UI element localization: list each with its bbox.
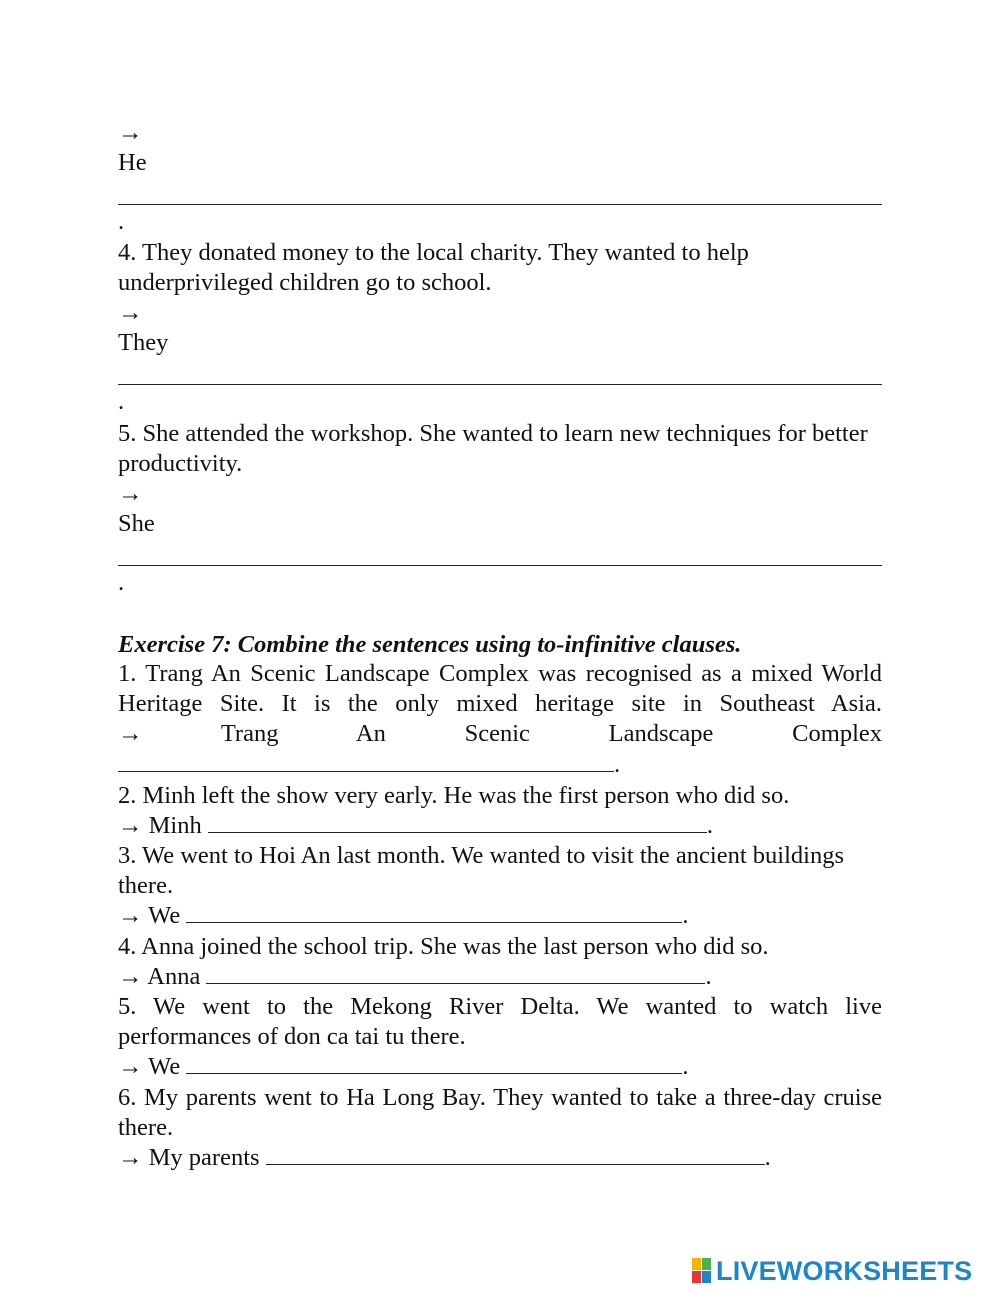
ex7-item6-answer-blank[interactable] [266,1144,765,1165]
ex7-item1-question: 1. Trang An Scenic Landscape Complex was recognised as a mixed World Heritage Site. It is the only mixed heritage site in Southeast Asia. [118,660,882,717]
item4-subject: They [118,329,169,356]
ex7-item2-answer-blank[interactable] [208,812,707,833]
item5-answer-blank[interactable] [118,543,882,566]
item4-end-dot: . [118,388,125,415]
arrow-symbol: → [118,299,143,326]
item5-question: 5. She attended the workshop. She wanted to learn new techniques for better productivity. [118,420,868,477]
ex7-item5-answer-line [118,1052,882,1082]
item5-end-dot: . [118,569,125,596]
ex7-item1-answer-prefix: → Trang An Scenic Landscape Complex [118,720,882,747]
ex7-item1-answer-line [118,750,882,780]
ex7-item4-answer-blank[interactable] [206,963,705,984]
exercise-heading: Exercise 7: Combine the sentences using to-infinitive clauses. [118,631,742,658]
ex7-item3-answer-prefix: → We [118,902,181,929]
end-dot: . [614,751,621,778]
end-dot: . [764,1144,771,1171]
item3-subject: He [118,149,147,176]
logo-text: LIVEWORKSHEETS [716,1255,973,1286]
item5-subject: She [118,510,155,537]
ex7-item3-question: 3. We went to Hoi An last month. We wanted to visit the ancient buildings there. [118,842,844,899]
ex7-item6-answer-prefix: → My parents [118,1144,260,1171]
item3-end-dot: . [118,208,125,235]
ex7-item5-answer-blank[interactable] [186,1053,682,1074]
ex7-item6-answer-line [118,1143,882,1173]
end-dot: . [682,1053,689,1080]
ex7-item6-question: 6. My parents went to Ha Long Bay. They wanted to take a three-day cruise there. [118,1084,882,1141]
ex7-item1-answer-blank[interactable] [118,751,614,772]
arrow-symbol: → [118,119,143,146]
ex7-item5-answer-prefix: → We [118,1053,181,1080]
logo-mark-icon [692,1258,712,1284]
item4-question: 4. They donated money to the local charity. They wanted to help underprivileged children go to school. [118,239,749,296]
ex7-item3-answer-line [118,901,882,931]
liveworksheets-logo [692,1254,972,1288]
arrow-symbol: → [118,480,143,507]
ex7-item4-answer-prefix: → Anna [118,963,201,990]
item3-answer-blank[interactable] [118,182,882,205]
item4-answer-blank[interactable] [118,362,882,385]
end-dot: . [705,963,712,990]
ex7-item3-answer-blank[interactable] [186,902,682,923]
ex7-item2-question: 2. Minh left the show very early. He was the first person who did so. [118,782,790,809]
ex7-item4-question: 4. Anna joined the school trip. She was the last person who did so. [118,933,769,960]
ex7-item5-question: 5. We went to the Mekong River Delta. We wanted to watch live performances of don ca tai tu there. [118,993,882,1050]
ex7-item2-answer-prefix: → Minh [118,812,202,839]
ex7-item2-answer-line [118,811,882,841]
ex7-item4-answer-line [118,962,882,992]
end-dot: . [682,902,689,929]
end-dot: . [706,812,713,839]
